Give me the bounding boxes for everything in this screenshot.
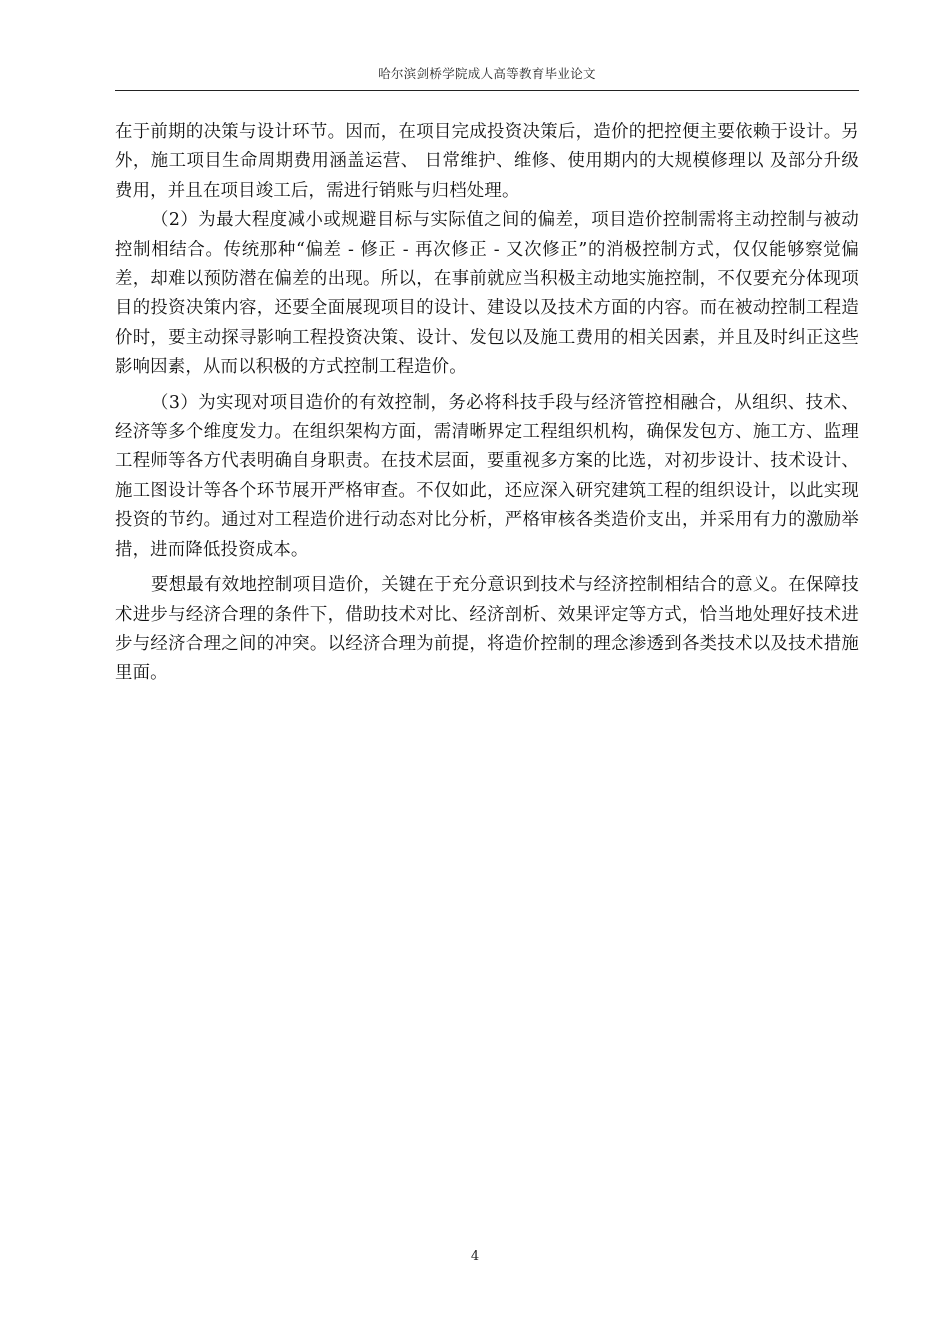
paragraph-2: （2）为最大程度减小或规避目标与实际值之间的偏差，项目造价控制需将主动控制与被动控制相结合。传统那种“偏差 - 修正 - 再次修正 - 又次修正”的消极控制方式，仅仅能够察觉偏差，却难以预防潜在偏差的出现。所以，在事前就应当积极主动地实施控制，不仅要充分体现项目的投资决策内容，还要全面展现项目的设计、建设以及技术方面的内容。而在被动控制工程造价时，要主动探寻影响工程投资决策、设计、发包以及施工费用的相关因素，并且及时纠正这些影响因素，从而以积极的方式控制工程造价。: [115, 210, 859, 378]
body-text: [115, 118, 859, 689]
paragraph-conclusion: 要想最有效地控制项目造价，关键在于充分意识到技术与经济控制相结合的意义。在保障技术进步与经济合理的条件下，借助技术对比、经济剖析、效果评定等方式，恰当地处理好技术进步与经济合理之间的冲突。以经济合理为前提，将造价控制的理念渗透到各类技术以及技术措施里面。: [115, 575, 859, 684]
paragraph-continuation: 在于前期的决策与设计环节。因而，在项目完成投资决策后，造价的把控便主要依赖于设计。另外，施工项目生命周期费用涵盖运营、 日常维护、维修、使用期内的大规模修理以 及部分升级费用，并且在项目竣工后，需进行销账与归档处理。: [115, 122, 859, 201]
page-number: 4: [470, 1249, 480, 1264]
header-title: 哈尔滨剑桥学院成人高等教育毕业论文: [378, 66, 596, 81]
page-header: [115, 66, 859, 91]
paragraph-3: （3）为实现对项目造价的有效控制，务必将科技手段与经济管控相融合，从组织、技术、经济等多个维度发力。在组织架构方面，需清晰界定工程组织机构，确保发包方、施工方、监理工程师等各方代表明确自身职责。在技术层面，要重视多方案的比选，对初步设计、技术设计、施工图设计等各个环节展开严格审查。不仅如此，还应深入研究建筑工程的组织设计，以此实现投资的节约。通过对工程造价进行动态对比分析，严格审核各类造价支出，并采用有力的激励举措，进而降低投资成本。: [115, 392, 859, 560]
